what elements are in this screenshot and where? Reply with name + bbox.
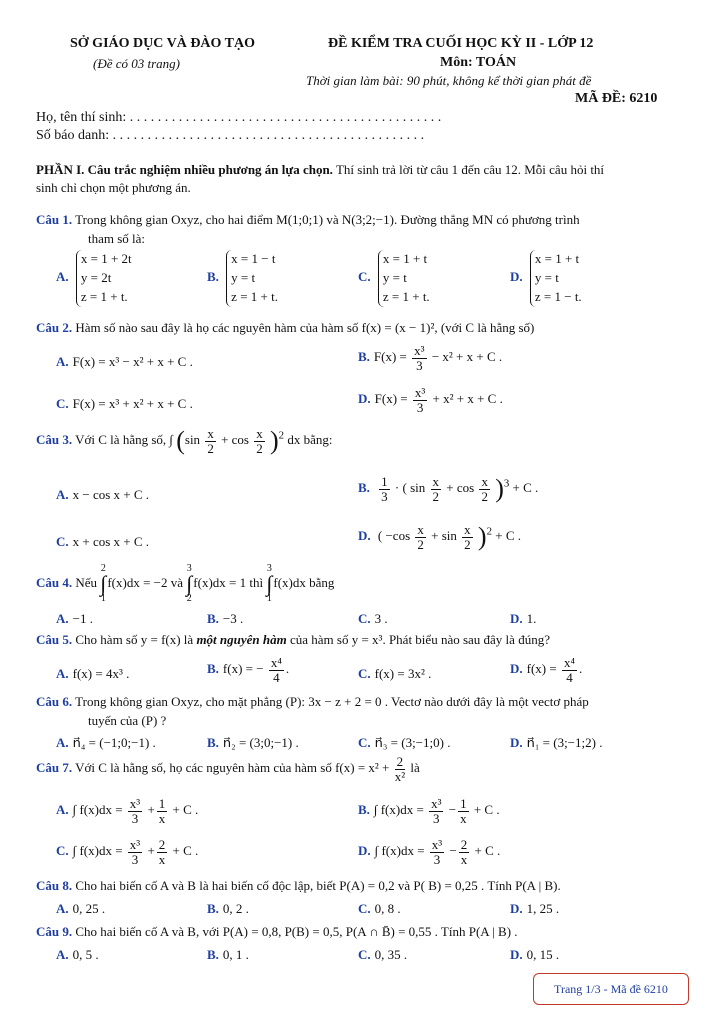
q5-stem: Câu 5. Cho hàm số y = f(x) là một nguyên hàm của hàm số y = x³. Phát biểu nào sau đây là đúng? <box>36 632 550 647</box>
candidate-name-line <box>36 110 441 126</box>
q1-option-d: D. x = 1 + t y = t z = 1 − t. <box>510 250 582 307</box>
q6-option-a: A. n⃗₄ = (−1;0;−1) . <box>56 735 156 750</box>
q9-stem: Câu 9. Cho hai biến cố A và B, với P(A) = 0,8, P(B) = 0,5, P(A ∩ B̄) = 0,55 . Tính P(A | B) . <box>36 924 518 939</box>
q7-stem: Câu 7. Với C là hằng số, họ các nguyên hàm của hàm số f(x) = x² + $\frac{2}{\text{x²}}$ là <box>36 754 420 784</box>
page-footer: Trang 1/3 - Mã đề 6210 <box>533 973 689 1005</box>
q1-text-1: Trong không gian Oxyz, cho hai điểm M(1;0;1) và N(3;2;−1). Đường thẳng MN có phương trình <box>72 212 580 227</box>
q6-option-d: D. n⃗₁ = (3;−1;2) . <box>510 735 603 750</box>
q8-option-d: D. 1, 25 . <box>510 901 560 916</box>
q9-option-d: D. 0, 15 . <box>510 947 560 962</box>
q4-option-b: B. −3 . <box>207 611 244 626</box>
q4-stem: Câu 4. Nếu 2 ∫ 1f(x)dx = −2 và 3 ∫ 2f(x)dx = 1 thì 3 ∫ 1f(x)dx bằng <box>36 563 335 604</box>
q1-option-c: C. x = 1 + t y = t z = 1 + t. <box>358 250 430 307</box>
subject: Môn: TOÁN <box>440 55 517 70</box>
q9-option-a: A. 0, 5 . <box>56 947 99 962</box>
q2-option-c: C. F(x) = x³ + x² + x + C . <box>56 396 193 411</box>
exam-code: MÃ ĐỀ: 6210 <box>575 91 658 106</box>
q9-option-b: B. 0, 1 . <box>207 947 249 962</box>
q1-option-a: A. x = 1 + 2t y = 2t z = 1 + t. <box>56 250 132 307</box>
q7-option-a: A. ∫ f(x)dx = $\frac{\text{x³}}{3}$ + $\frac{1}{x}$ + C . <box>56 796 199 826</box>
part1-heading <box>36 162 604 178</box>
q8-stem: Câu 8. Cho hai biến cố A và B là hai biến cố độc lập, biết P(A) = 0,2 và P( B) = 0,25 . Tính P(A | B). <box>36 878 561 893</box>
q7-option-d: D. ∫ f(x)dx = $\frac{\text{x³}}{3}$ − $\frac{2}{x}$ + C . <box>358 837 501 867</box>
q4-option-a: A. −1 . <box>56 611 93 626</box>
q2-stem <box>36 320 534 336</box>
candidate-id-dots: . . . . . . . . . . . . . . . . . . . . . . . . . . . . . . . . . . . . . . . . . . . . . <box>112 128 425 143</box>
q7-option-b: B. ∫ f(x)dx = $\frac{\text{x³}}{3}$ − $\frac{1}{x}$ + C . <box>358 796 500 826</box>
q9-option-c: C. 0, 35 . <box>358 947 408 962</box>
exam-title: ĐỀ KIỂM TRA CUỐI HỌC KỲ II - LỚP 12 <box>328 36 594 51</box>
q3-option-c: C. x + cos x + C . <box>56 534 150 549</box>
part1-desc-1: Thí sinh trả lời từ câu 1 đến câu 12. Mỗi câu hỏi thí <box>332 162 605 177</box>
q2-option-d: D. F(x) = $\frac{\text{x³}}{3}$ + x² + x + C . <box>358 385 503 415</box>
q2-text: Hàm số nào sau đây là họ các nguyên hàm của hàm số f(x) = (x − 1)², (với C là hằng số) <box>72 320 535 335</box>
q5-option-c: C. f(x) = 3x² . <box>358 666 432 681</box>
q6-option-b: B. n⃗₂ = (3;0;−1) . <box>207 735 299 750</box>
q5-option-b: B. f(x) = − $\frac{\text{x⁴}}{4}$ . <box>207 655 290 685</box>
q6-stem: Câu 6. Trong không gian Oxyz, cho mặt phẳng (P): 3x − z + 2 = 0 . Vectơ nào dưới đây là một vectơ pháp <box>36 694 589 709</box>
q8-option-b: B. 0, 2 . <box>207 901 249 916</box>
q1-stem <box>36 212 580 228</box>
department-name: SỞ GIÁO DỤC VÀ ĐÀO TẠO <box>70 36 256 51</box>
pages-note: (Đề có 03 trang) <box>93 56 181 71</box>
q3-option-a: A. x − cos x + C . <box>56 487 150 502</box>
q2-option-b: B. F(x) = $\frac{\text{x³}}{3}$ − x² + x + C . <box>358 343 503 373</box>
q8-option-a: A. 0, 25 . <box>56 901 106 916</box>
candidate-name-dots: . . . . . . . . . . . . . . . . . . . . . . . . . . . . . . . . . . . . . . . . . . . . . <box>129 110 442 125</box>
q1-option-b: B. x = 1 − t y = t z = 1 + t. <box>207 250 278 307</box>
q7-option-c: C. ∫ f(x)dx = $\frac{\text{x³}}{3}$ + $\frac{2}{x}$ + C . <box>56 837 199 867</box>
q2-number: Câu 2. <box>36 320 73 335</box>
q6-text-2: tuyến của (P) ? <box>88 713 167 728</box>
q2-option-a: A. F(x) = x³ − x² + x + C . <box>56 354 193 369</box>
q1-number: Câu 1. <box>36 212 73 227</box>
q3-option-d: D. ( −cos $\frac{x}{2}$ + sin $\frac{x}{2}$ )$^2$ + C . <box>358 521 522 552</box>
q3-option-b: B. $\frac{1}{3}$ · ( sin $\frac{x}{2}$ + cos $\frac{x}{2}$ )$^3$ + C . <box>358 473 539 504</box>
part1-desc-2: sinh chỉ chọn một phương án. <box>36 180 191 195</box>
q1-text-2: tham số là: <box>88 231 146 246</box>
q4-option-c: C. 3 . <box>358 611 388 626</box>
time-note: Thời gian làm bài: 90 phút, không kể thời gian phát đề <box>306 73 592 88</box>
q6-option-c: C. n⃗₃ = (3;−1;0) . <box>358 735 451 750</box>
q3-stem: Câu 3. Với C là hằng số, ∫ (sin $\frac{x}{2}$ + cos $\frac{x}{2}$ )$^2$ dx bằng: <box>36 425 333 456</box>
part1-title: PHẦN I. Câu trắc nghiệm nhiều phương án lựa chọn. <box>36 162 333 177</box>
q5-option-a: A. f(x) = 4x³ . <box>56 666 130 681</box>
q4-option-d: D. 1. <box>510 611 537 626</box>
q8-option-c: C. 0, 8 . <box>358 901 401 916</box>
candidate-id-line <box>36 128 424 144</box>
candidate-name-label: Họ, tên thí sinh: <box>36 110 127 125</box>
q5-option-d: D. f(x) = $\frac{\text{x⁴}}{4}$ . <box>510 655 583 685</box>
candidate-id-label: Số báo danh: <box>36 128 110 143</box>
